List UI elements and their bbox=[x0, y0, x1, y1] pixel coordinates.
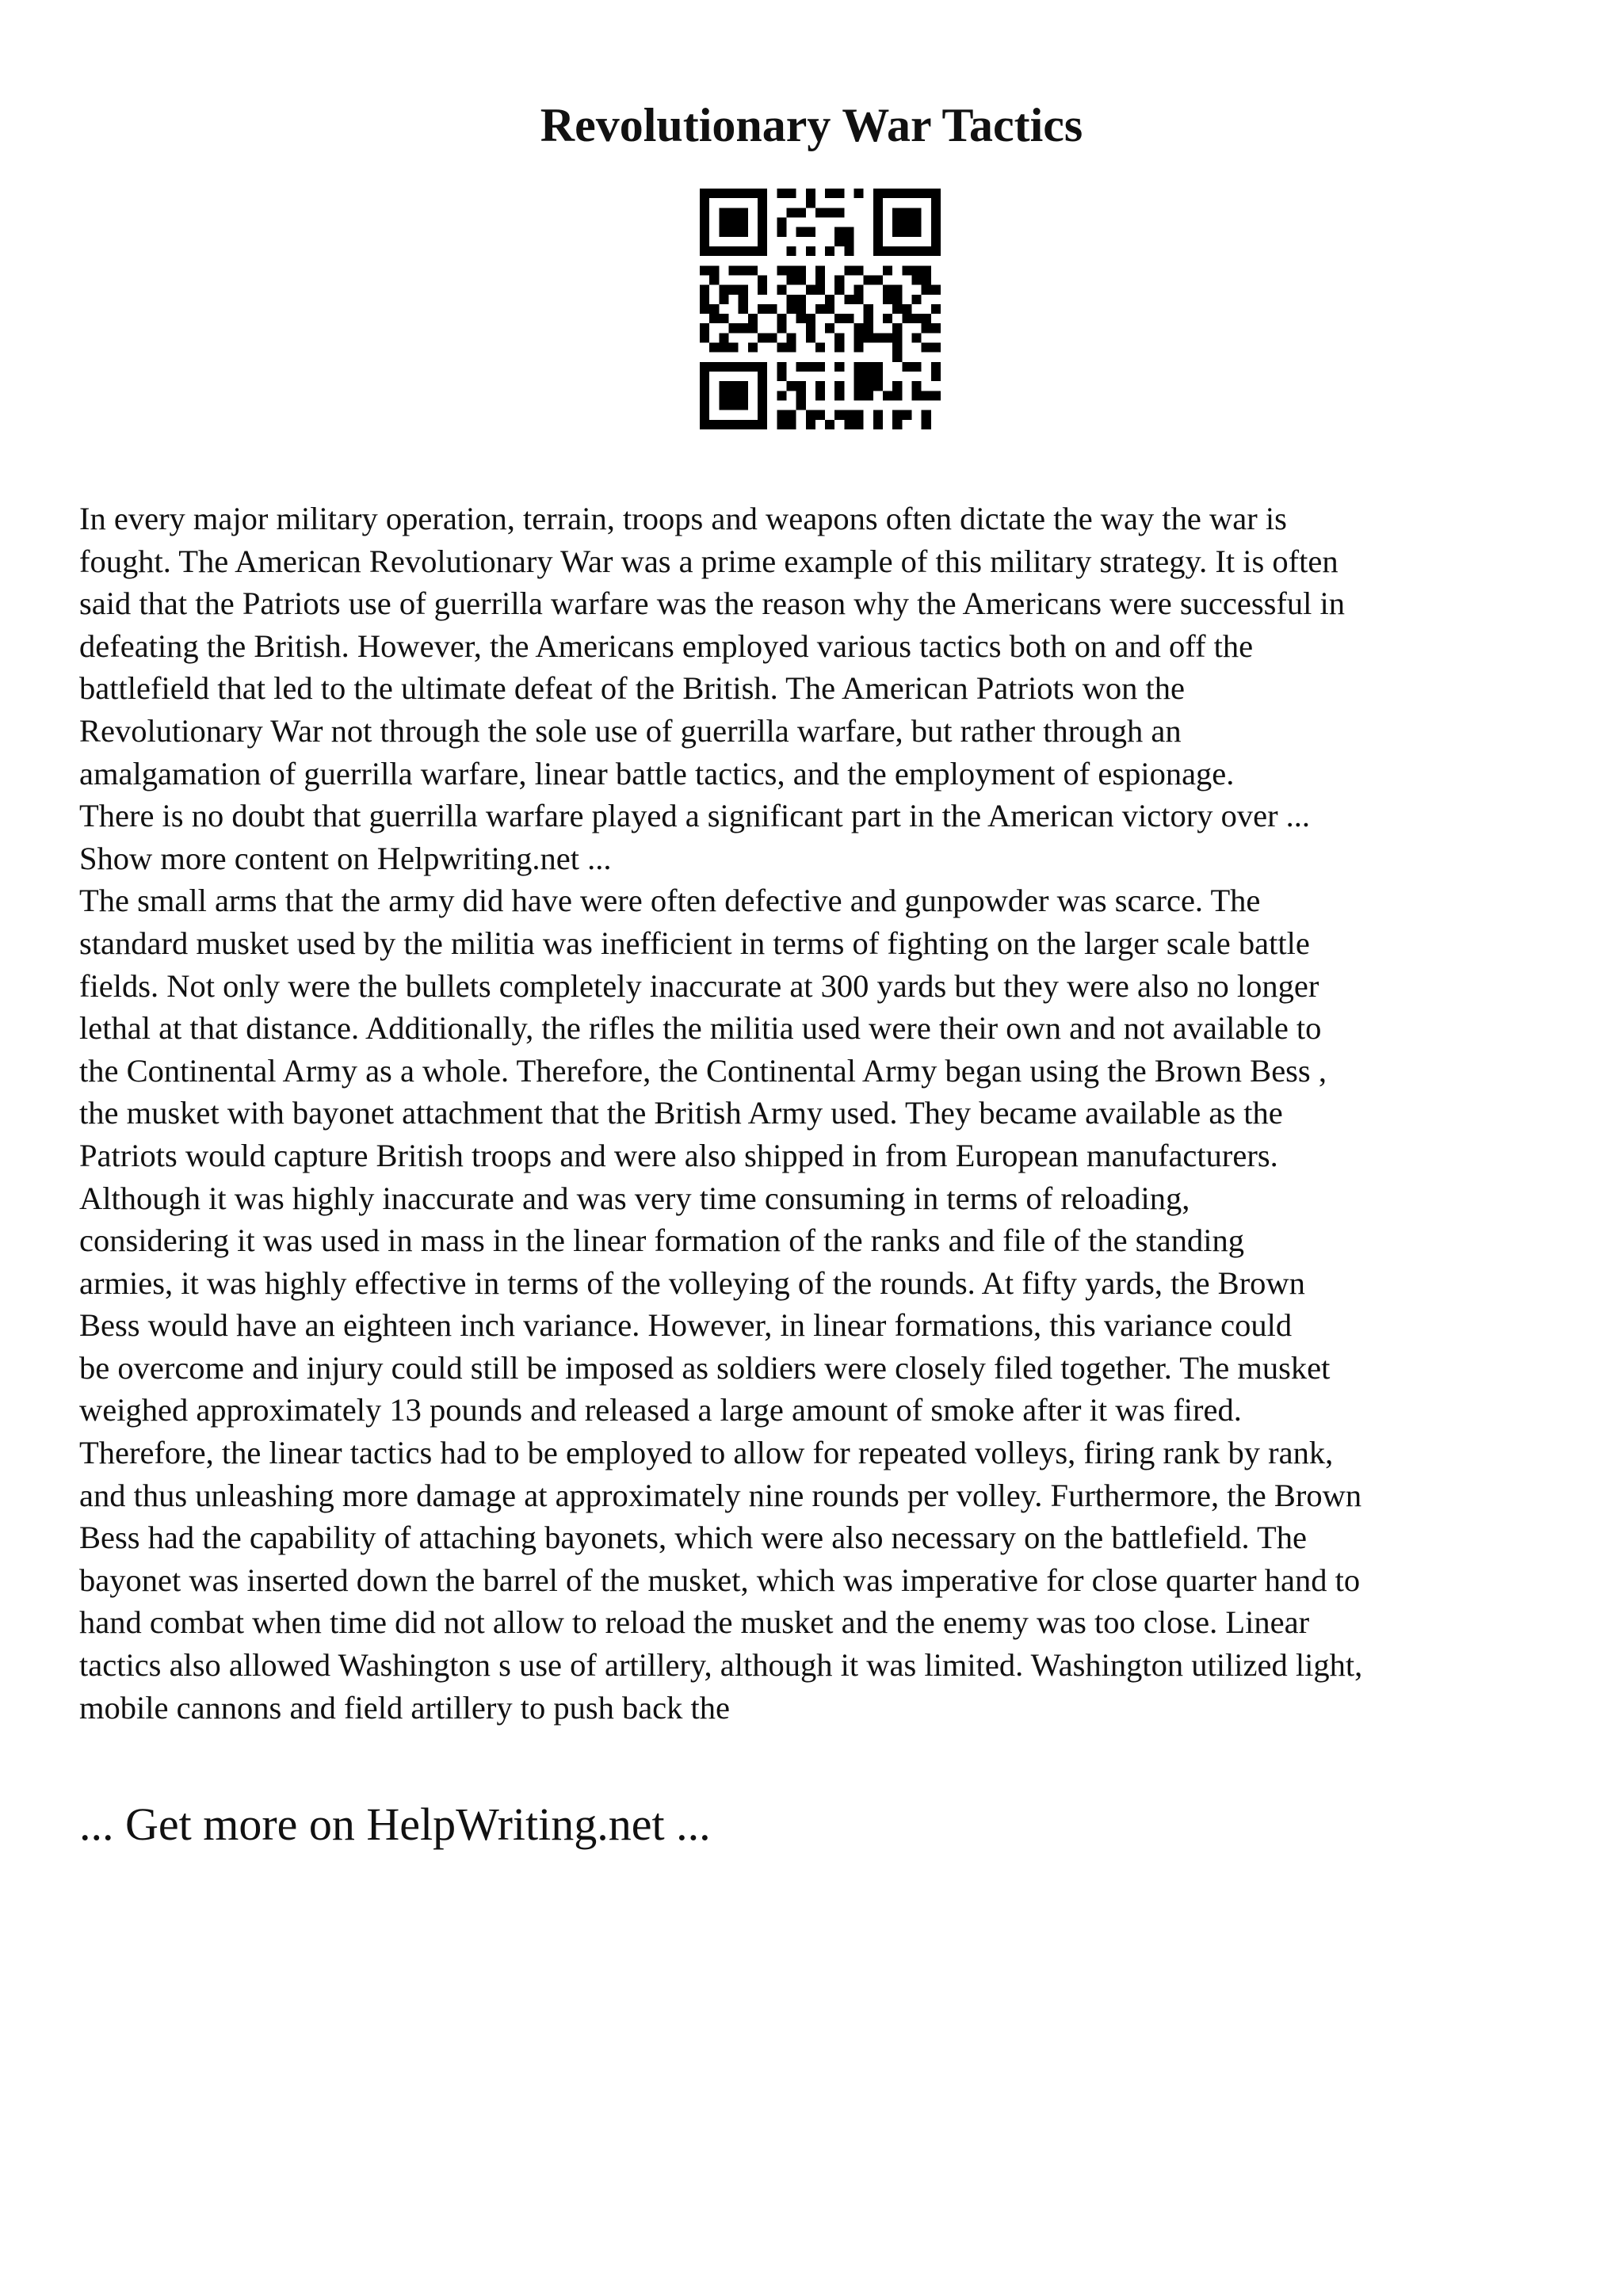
body-line: Patriots would capture British troops and were also shipped in from European manufacturers. bbox=[79, 1137, 1278, 1173]
body-line: the musket with bayonet attachment that the British Army used. They became available as the bbox=[79, 1095, 1283, 1131]
document-body bbox=[79, 498, 1569, 1729]
document-title: Revolutionary War Tactics bbox=[540, 99, 1083, 151]
body-line: Therefore, the linear tactics had to be employed to allow for repeated volleys, firing rank by rank, bbox=[79, 1435, 1334, 1471]
body-line: fields. Not only were the bullets completely inaccurate at 300 yards but they were also no longer bbox=[79, 967, 1319, 1004]
body-line: The small arms that the army did have were often defective and gunpowder was scarce. The bbox=[79, 883, 1261, 919]
body-line: Bess had the capability of attaching bayonets, which were also necessary on the battlefield. The bbox=[79, 1520, 1307, 1556]
body-line: armies, it was highly effective in terms of the volleying of the rounds. At fifty yards, the Brown bbox=[79, 1264, 1305, 1301]
qr-code-icon bbox=[700, 189, 941, 429]
body-line: mobile cannons and field artillery to push back the bbox=[79, 1689, 731, 1726]
body-line: Show more content on Helpwriting.net ... bbox=[79, 840, 612, 876]
body-line: weighed approximately 13 pounds and released a large amount of smoke after it was fired. bbox=[79, 1392, 1242, 1428]
body-line: and thus unleashing more damage at approximately nine rounds per volley. Furthermore, the Brown bbox=[79, 1477, 1362, 1513]
body-line: Although it was highly inaccurate and was very time consuming in terms of reloading, bbox=[79, 1180, 1190, 1216]
body-line: considering it was used in mass in the linear formation of the ranks and file of the standing bbox=[79, 1222, 1245, 1259]
body-line: be overcome and injury could still be imposed as soldiers were closely filed together. The musket bbox=[79, 1349, 1331, 1386]
body-line: bayonet was inserted down the barrel of the musket, which was imperative for close quarter hand to bbox=[79, 1562, 1361, 1598]
body-line: There is no doubt that guerrilla warfare played a significant part in the American victory over ... bbox=[79, 798, 1311, 834]
body-line: battlefield that led to the ultimate defeat of the British. The American Patriots won the bbox=[79, 670, 1185, 707]
body-line: fought. The American Revolutionary War was a prime example of this military strategy. It is often bbox=[79, 543, 1338, 579]
body-line: the Continental Army as a whole. Therefore, the Continental Army began using the Brown Bess , bbox=[79, 1052, 1327, 1089]
body-line: tactics also allowed Washington s use of artillery, although it was limited. Washington utilized light, bbox=[79, 1647, 1363, 1684]
get-more-link[interactable]: ... Get more on HelpWriting.net ... bbox=[79, 1798, 711, 1850]
body-line: In every major military operation, terrain, troops and weapons often dictate the way the war is bbox=[79, 501, 1287, 536]
body-line: Revolutionary War not through the sole use of guerrilla warfare, but rather through an bbox=[79, 712, 1182, 749]
body-line: defeating the British. However, the Americans employed various tactics both on and off the bbox=[79, 627, 1254, 664]
body-line: hand combat when time did not allow to reload the musket and the enemy was too close. Linear bbox=[79, 1604, 1310, 1641]
body-line: lethal at that distance. Additionally, the rifles the militia used were their own and not available to bbox=[79, 1010, 1322, 1047]
body-line: standard musket used by the militia was inefficient in terms of fighting on the larger scale battle bbox=[79, 925, 1310, 961]
body-line: amalgamation of guerrilla warfare, linear battle tactics, and the employment of espionage. bbox=[79, 755, 1235, 791]
body-line: said that the Patriots use of guerrilla warfare was the reason why the Americans were successful in bbox=[79, 585, 1345, 622]
body-line: Bess would have an eighteen inch variance. However, in linear formations, this variance could bbox=[79, 1307, 1293, 1344]
